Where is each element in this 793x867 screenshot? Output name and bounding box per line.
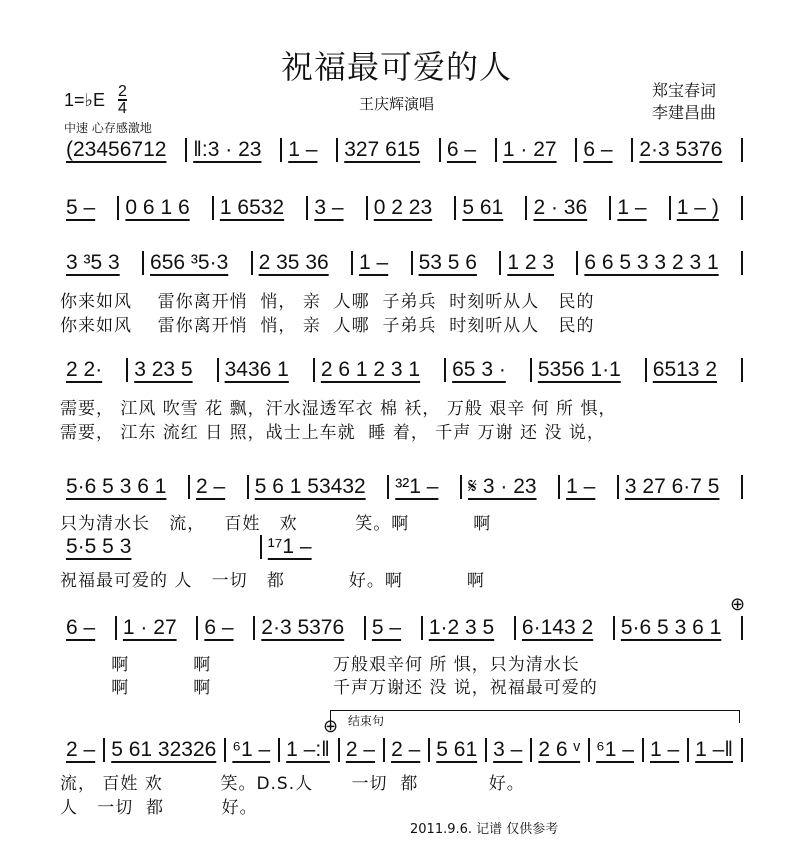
measure: 0 2 23 [373, 196, 433, 219]
measure: ⁶1 – [232, 738, 271, 761]
measure: 3 ³5 3 [66, 251, 120, 274]
measure: 6 – [66, 616, 96, 639]
measure: 2 35 36 [258, 251, 329, 274]
staff-row-5-alt [60, 533, 440, 561]
bar-line [741, 738, 743, 762]
lyric-line: 需要， 江风 吹雪 花 飘，汗水湿透军衣 棉 袄， 万般 艰辛 何 所 惧， [60, 399, 617, 419]
bar-line [741, 616, 743, 640]
measure: 2 – [345, 738, 376, 761]
song-title: 祝福最可爱的人 [280, 48, 512, 86]
measure: 5·6 5 3 6 1 [620, 616, 722, 639]
measure: 2·3 5376 [639, 138, 723, 161]
measure: 1 – [288, 138, 318, 161]
footer-note: 2011.9.6. 记谱 仅供参考 [410, 822, 559, 837]
measure: 65 3 · [452, 358, 506, 381]
ending-label: 结束句 [348, 714, 385, 728]
measure: 5356 1·1 [537, 358, 621, 381]
lyric-line: 需要， 江东 流红 日 照，战士上车就 睡 着， 千声 万谢 还 没 说， [60, 423, 605, 443]
bar-line [741, 138, 743, 162]
measure: 5 61 [436, 738, 478, 761]
measure: 1 · 27 [122, 616, 177, 639]
measure: 𝄋 3 · 23 [467, 475, 537, 498]
staff-row-6 [60, 614, 743, 642]
measure: 1 – [649, 738, 680, 761]
measure: 3 – [314, 196, 344, 219]
measure: 1 – [566, 475, 596, 498]
measure: 6513 2 [652, 358, 717, 381]
measure: 1 –‖ [695, 738, 734, 761]
measure: 6 – [583, 138, 613, 161]
bar-line [741, 358, 743, 382]
meter-bottom: 4 [118, 100, 127, 117]
singer-credit: 王庆辉演唱 [358, 95, 434, 113]
measure: (23456712 [66, 138, 167, 161]
measure: ⁶1 – [596, 738, 634, 761]
lyric-line: 你来如风 雷你离开悄 悄， 亲 人哪 子弟兵 时刻听从人 民的 [60, 292, 595, 312]
measure: 1 – [617, 196, 647, 219]
lyric-line: 流， 百姓 欢 笑。D.S.人 一切 都 好。 [60, 774, 525, 794]
measure: 2 2· [66, 358, 103, 381]
measure: 1 – [359, 251, 389, 274]
measure: 2 · 36 [533, 196, 588, 219]
measure: ¹⁷1 – [267, 535, 312, 558]
staff-row-2 [60, 194, 743, 222]
composer-credit: 李建昌曲 [652, 103, 717, 122]
key-signature: 1=♭E [64, 90, 106, 110]
staff-row-7 [60, 736, 743, 764]
measure: 2 – [195, 475, 226, 498]
coda-icon: ⊕ [323, 716, 339, 736]
measure: 1 – ) [676, 196, 719, 219]
staff-row-4 [60, 356, 743, 384]
measure: 0 6 1 6 [125, 196, 190, 219]
lyric-line: 啊 啊 万般艰辛何 所 惧，只为清水长 [60, 655, 580, 675]
measure: 1·2 3 5 [428, 616, 495, 639]
staff-row-5 [60, 473, 743, 501]
measure: 6 – [204, 616, 234, 639]
lyric-line: 人 一切 都 好。 [60, 798, 258, 818]
measure: ‖:3 · 23 [193, 138, 262, 161]
measure: 5 61 [462, 196, 504, 219]
ending-bracket [330, 710, 740, 723]
measure: 6 6 5 3 3 2 3 1 [584, 251, 719, 274]
measure: 5·5 5 3 [66, 535, 132, 558]
measure: 6·143 2 [521, 616, 594, 639]
measure: 3 27 6·7 5 [624, 475, 720, 498]
bar-line [741, 196, 743, 220]
measure: 3 – [493, 738, 523, 761]
measure: 3436 1 [224, 358, 289, 381]
staff-row-3 [60, 249, 743, 277]
measure: 53 5 6 [418, 251, 477, 274]
bar-line [741, 251, 743, 275]
measure: 2 6 1 2 3 1 [320, 358, 421, 381]
measure: 6 – [446, 138, 477, 161]
measure: 1 2 3 [507, 251, 555, 274]
measure: 1 6532 [219, 196, 285, 219]
measure: 2 6 ᵛ [538, 738, 581, 761]
lyric-line: 祝福最可爱的 人 一切 都 好。啊 啊 [60, 571, 485, 591]
measure: 5 6 1 53432 [254, 475, 366, 498]
lyric-line: 啊 啊 千声万谢还 没 说，祝福最可爱的 [60, 678, 598, 698]
measure: 5 61 32326 [111, 738, 217, 761]
measure: 5 – [371, 616, 402, 639]
time-signature [118, 84, 127, 116]
measure: 2 – [66, 738, 96, 761]
tempo-marking: 中速 心存感激地 [64, 121, 152, 135]
coda-icon: ⊕ [730, 594, 746, 614]
bar-line [741, 475, 743, 499]
measure: 1 · 27 [502, 138, 557, 161]
staff-row-1 [60, 136, 743, 164]
lyric-line: 你来如风 雷你离开悄 悄， 亲 人哪 子弟兵 时刻听从人 民的 [60, 316, 595, 336]
measure: 327 615 [344, 138, 421, 161]
measure: 656 ³5·3 [150, 251, 229, 274]
meter-top: 2 [118, 83, 127, 100]
lyric-line: 只为清水长 流， 百姓 欢 笑。啊 啊 [60, 514, 492, 534]
measure: 1 –:‖ [286, 738, 330, 761]
measure: 3 23 5 [134, 358, 193, 381]
measure: 2·3 5376 [261, 616, 345, 639]
measure: 5 – [66, 196, 96, 219]
measure: 5·6 5 3 6 1 [66, 475, 167, 498]
measure: ³²1 – [395, 475, 439, 498]
measure: 2 – [391, 738, 421, 761]
lyricist-credit: 郑宝春词 [652, 81, 717, 100]
